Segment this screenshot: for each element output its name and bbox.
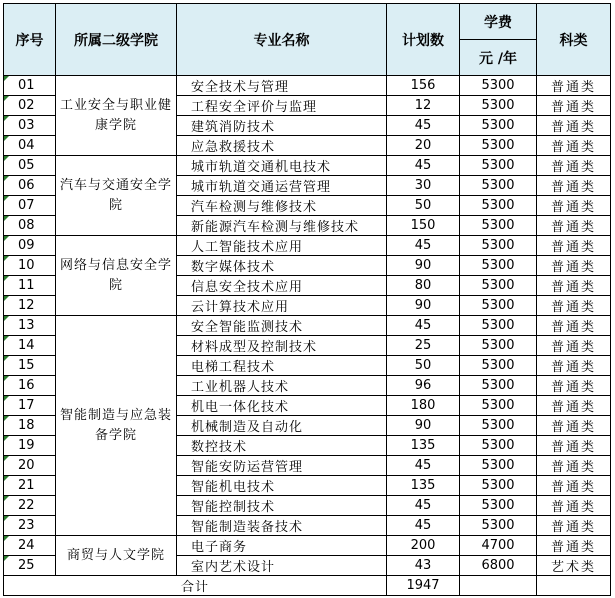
cell-marker-icon (4, 376, 9, 381)
cell-plan: 135 (387, 476, 460, 496)
cell-fee: 5300 (460, 156, 537, 176)
cell-type: 普通类 (537, 216, 611, 236)
cell-fee: 4700 (460, 536, 537, 556)
cell-plan: 45 (387, 116, 460, 136)
cell-type: 普通类 (537, 396, 611, 416)
cell-college: 汽车与交通安全学院 (56, 156, 177, 236)
cell-no (4, 396, 56, 416)
cell-marker-icon (4, 496, 9, 501)
cell-fee: 5300 (460, 196, 537, 216)
cell-marker-icon (4, 556, 9, 561)
cell-no-text: 11 (18, 278, 35, 293)
cell-marker-icon (4, 256, 9, 261)
cell-fee: 5300 (460, 456, 537, 476)
cell-college: 智能制造与应急装备学院 (56, 316, 177, 536)
header-college: 所属二级学院 (56, 4, 177, 76)
cell-no-text: 25 (18, 558, 35, 573)
cell-no-text: 01 (18, 78, 35, 93)
cell-major: 智能安防运营管理 (177, 456, 387, 476)
total-row (4, 576, 611, 596)
header-fee-unit: 元 /年 (460, 40, 537, 76)
cell-marker-icon (4, 156, 9, 161)
cell-type: 普通类 (537, 256, 611, 276)
cell-plan: 45 (387, 516, 460, 536)
cell-college: 商贸与人文学院 (56, 536, 177, 576)
cell-major: 城市轨道交通机电技术 (177, 156, 387, 176)
cell-fee: 5300 (460, 256, 537, 276)
cell-no (4, 196, 56, 216)
cell-no (4, 256, 56, 276)
cell-plan: 45 (387, 316, 460, 336)
header-plan: 计划数 (387, 4, 460, 76)
cell-fee: 5300 (460, 316, 537, 336)
cell-no (4, 96, 56, 116)
cell-plan: 45 (387, 496, 460, 516)
cell-type: 普通类 (537, 316, 611, 336)
cell-no (4, 116, 56, 136)
cell-major: 工程安全评价与监理 (177, 96, 387, 116)
cell-plan: 156 (387, 76, 460, 96)
cell-fee: 5300 (460, 376, 537, 396)
cell-no (4, 136, 56, 156)
cell-no-text: 18 (18, 418, 35, 433)
cell-major: 材料成型及控制技术 (177, 336, 387, 356)
cell-no (4, 496, 56, 516)
cell-no-text: 07 (18, 198, 35, 213)
cell-no (4, 376, 56, 396)
cell-no (4, 316, 56, 336)
cell-marker-icon (4, 336, 9, 341)
cell-major: 新能源汽车检测与维修技术 (177, 216, 387, 236)
cell-no-text: 14 (18, 338, 35, 353)
cell-major: 室内艺术设计 (177, 556, 387, 576)
cell-marker-icon (4, 416, 9, 421)
cell-plan: 150 (387, 216, 460, 236)
cell-fee: 5300 (460, 116, 537, 136)
cell-plan: 45 (387, 156, 460, 176)
cell-no (4, 276, 56, 296)
enrollment-plan-table (3, 3, 611, 596)
cell-marker-icon (4, 356, 9, 361)
table-body (4, 76, 611, 596)
cell-type: 普通类 (537, 336, 611, 356)
cell-major: 机电一体化技术 (177, 396, 387, 416)
cell-plan: 135 (387, 436, 460, 456)
cell-no (4, 216, 56, 236)
cell-type: 普通类 (537, 156, 611, 176)
cell-fee: 5300 (460, 176, 537, 196)
cell-no-text: 08 (18, 218, 35, 233)
cell-no (4, 456, 56, 476)
cell-plan: 50 (387, 356, 460, 376)
cell-plan: 90 (387, 296, 460, 316)
cell-no (4, 336, 56, 356)
cell-no (4, 536, 56, 556)
cell-marker-icon (4, 76, 9, 81)
cell-major: 云计算技术应用 (177, 296, 387, 316)
cell-major: 汽车检测与维修技术 (177, 196, 387, 216)
cell-type: 普通类 (537, 296, 611, 316)
cell-no-text: 04 (18, 138, 35, 153)
cell-major: 电子商务 (177, 536, 387, 556)
cell-major: 工业机器人技术 (177, 376, 387, 396)
cell-major: 信息安全技术应用 (177, 276, 387, 296)
cell-plan: 45 (387, 236, 460, 256)
cell-no (4, 356, 56, 376)
cell-fee: 5300 (460, 136, 537, 156)
cell-fee: 5300 (460, 496, 537, 516)
cell-major: 人工智能技术应用 (177, 236, 387, 256)
cell-marker-icon (4, 536, 9, 541)
cell-marker-icon (4, 236, 9, 241)
cell-marker-icon (4, 176, 9, 181)
cell-major: 城市轨道交通运营管理 (177, 176, 387, 196)
cell-no-text: 22 (18, 498, 35, 513)
cell-marker-icon (4, 396, 9, 401)
cell-no-text: 19 (18, 438, 35, 453)
cell-type: 艺术类 (537, 556, 611, 576)
cell-plan: 20 (387, 136, 460, 156)
cell-no-text: 24 (18, 538, 35, 553)
cell-marker-icon (4, 116, 9, 121)
cell-type: 普通类 (537, 496, 611, 516)
cell-no (4, 76, 56, 96)
cell-fee: 5300 (460, 96, 537, 116)
cell-plan: 96 (387, 376, 460, 396)
cell-no-text: 05 (18, 158, 35, 173)
cell-no-text: 09 (18, 238, 35, 253)
cell-fee: 5300 (460, 236, 537, 256)
cell-major: 数字媒体技术 (177, 256, 387, 276)
enrollment-plan-sheet (3, 3, 610, 594)
cell-no-text: 20 (18, 458, 35, 473)
cell-type: 普通类 (537, 236, 611, 256)
cell-type: 普通类 (537, 356, 611, 376)
cell-no-text: 02 (18, 98, 35, 113)
cell-fee: 5300 (460, 416, 537, 436)
header-no: 序号 (4, 4, 56, 76)
cell-plan: 200 (387, 536, 460, 556)
cell-type: 普通类 (537, 476, 611, 496)
cell-fee: 5300 (460, 336, 537, 356)
cell-plan: 12 (387, 96, 460, 116)
table-row (4, 316, 611, 336)
cell-major: 机械制造及自动化 (177, 416, 387, 436)
cell-type: 普通类 (537, 196, 611, 216)
header-major: 专业名称 (177, 4, 387, 76)
total-type-empty (537, 576, 611, 596)
cell-major: 安全智能监测技术 (177, 316, 387, 336)
cell-college: 工业安全与职业健康学院 (56, 76, 177, 156)
cell-major: 智能制造装备技术 (177, 516, 387, 536)
cell-major: 应急救援技术 (177, 136, 387, 156)
cell-fee: 5300 (460, 296, 537, 316)
cell-plan: 80 (387, 276, 460, 296)
cell-fee: 5300 (460, 436, 537, 456)
cell-major: 智能机电技术 (177, 476, 387, 496)
table-row (4, 156, 611, 176)
table-row (4, 76, 611, 96)
cell-major: 建筑消防技术 (177, 116, 387, 136)
cell-type: 普通类 (537, 456, 611, 476)
cell-fee: 6800 (460, 556, 537, 576)
cell-marker-icon (4, 216, 9, 221)
cell-no (4, 556, 56, 576)
cell-type: 普通类 (537, 176, 611, 196)
cell-plan: 43 (387, 556, 460, 576)
cell-marker-icon (4, 296, 9, 301)
cell-no-text: 21 (18, 478, 35, 493)
cell-type: 普通类 (537, 436, 611, 456)
cell-no-text: 16 (18, 378, 35, 393)
cell-marker-icon (4, 436, 9, 441)
cell-fee: 5300 (460, 216, 537, 236)
header-fee: 学费 (460, 4, 537, 40)
cell-major: 安全技术与管理 (177, 76, 387, 96)
cell-college: 网络与信息安全学院 (56, 236, 177, 316)
cell-type: 普通类 (537, 276, 611, 296)
cell-fee: 5300 (460, 396, 537, 416)
total-plan: 1947 (387, 576, 460, 596)
cell-marker-icon (4, 516, 9, 521)
table-row (4, 236, 611, 256)
cell-no (4, 296, 56, 316)
cell-no (4, 416, 56, 436)
cell-marker-icon (4, 196, 9, 201)
cell-no (4, 176, 56, 196)
cell-no-text: 17 (18, 398, 35, 413)
cell-no (4, 436, 56, 456)
cell-no (4, 156, 56, 176)
cell-no-text: 12 (18, 298, 35, 313)
cell-no-text: 15 (18, 358, 35, 373)
cell-major: 智能控制技术 (177, 496, 387, 516)
cell-major: 电梯工程技术 (177, 356, 387, 376)
cell-no (4, 236, 56, 256)
cell-fee: 5300 (460, 76, 537, 96)
cell-fee: 5300 (460, 356, 537, 376)
cell-marker-icon (4, 96, 9, 101)
cell-fee: 5300 (460, 276, 537, 296)
cell-marker-icon (4, 456, 9, 461)
cell-fee: 5300 (460, 516, 537, 536)
cell-plan: 90 (387, 416, 460, 436)
cell-plan: 50 (387, 196, 460, 216)
cell-type: 普通类 (537, 416, 611, 436)
cell-marker-icon (4, 276, 9, 281)
cell-marker-icon (4, 316, 9, 321)
cell-plan: 30 (387, 176, 460, 196)
cell-no-text: 23 (18, 518, 35, 533)
cell-type: 普通类 (537, 136, 611, 156)
cell-plan: 25 (387, 336, 460, 356)
cell-no-text: 06 (18, 178, 35, 193)
cell-type: 普通类 (537, 76, 611, 96)
table-row (4, 536, 611, 556)
cell-plan: 90 (387, 256, 460, 276)
header-row (4, 4, 611, 40)
cell-no (4, 516, 56, 536)
cell-no-text: 13 (18, 318, 35, 333)
cell-no-text: 10 (18, 258, 35, 273)
header-type: 科类 (537, 4, 611, 76)
cell-plan: 180 (387, 396, 460, 416)
cell-no-text: 03 (18, 118, 35, 133)
cell-fee: 5300 (460, 476, 537, 496)
cell-plan: 45 (387, 456, 460, 476)
cell-marker-icon (4, 136, 9, 141)
total-fee-empty (460, 576, 537, 596)
cell-type: 普通类 (537, 516, 611, 536)
cell-no (4, 476, 56, 496)
cell-type: 普通类 (537, 536, 611, 556)
total-label: 合计 (4, 576, 387, 596)
cell-marker-icon (4, 476, 9, 481)
cell-type: 普通类 (537, 96, 611, 116)
cell-type: 普通类 (537, 376, 611, 396)
cell-type: 普通类 (537, 116, 611, 136)
cell-major: 数控技术 (177, 436, 387, 456)
